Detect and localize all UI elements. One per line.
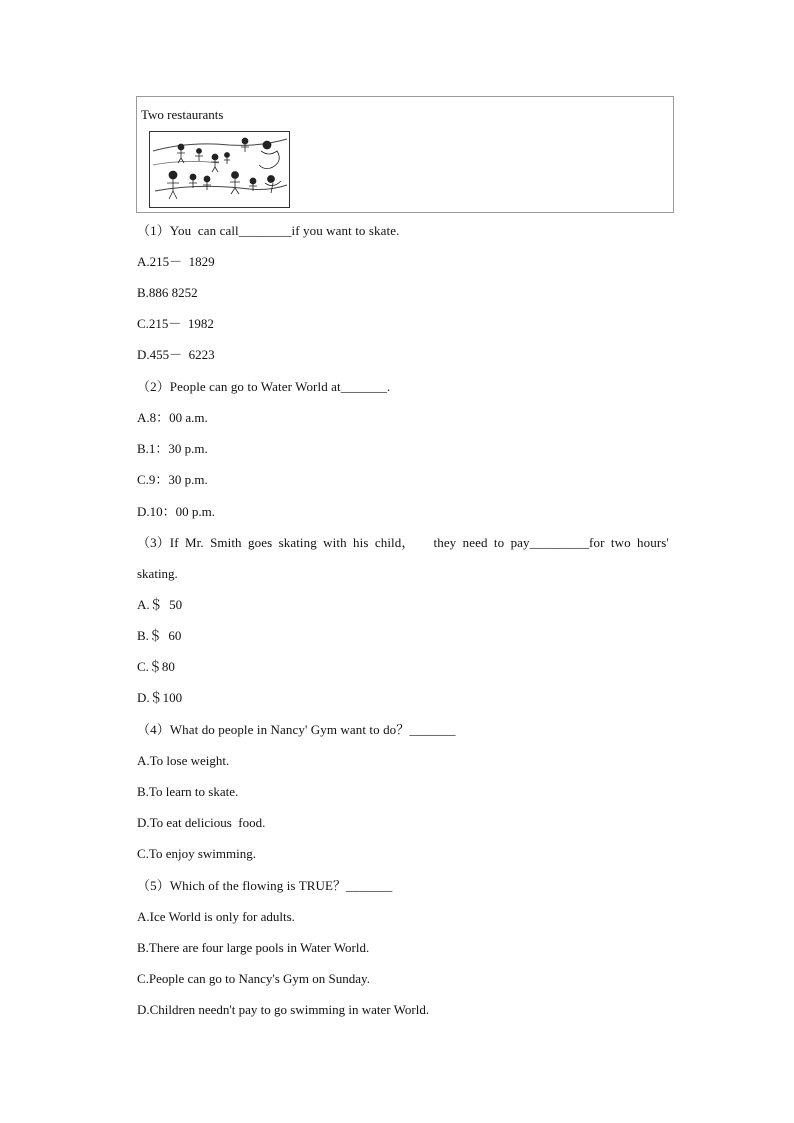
- question-5-option-b: B.There are four large pools in Water World.: [137, 940, 370, 955]
- question-3-stem: （3）If Mr. Smith goes skating with his child， they need to pay_________for two hours': [137, 535, 669, 550]
- question-2-option-d: D.10：00 p.m.: [137, 504, 216, 519]
- question-3-stem-continued: skating.: [137, 566, 178, 581]
- question-4-option-c: C.To enjoy swimming.: [137, 846, 256, 861]
- question-2-option-c: C.9：30 p.m.: [137, 472, 208, 487]
- question-5-option-c: C.People can go to Nancy's Gym on Sunday.: [137, 971, 370, 986]
- question-1-option-a: A.215－ 1829: [137, 254, 215, 269]
- passage-title: Two restaurants: [141, 107, 224, 122]
- passage-box: [136, 96, 674, 213]
- question-2-option-a: A.8：00 a.m.: [137, 410, 208, 425]
- question-1-stem: （1）You can call________if you want to skate.: [137, 223, 400, 238]
- question-4-option-a: A.To lose weight.: [137, 753, 230, 768]
- question-3-option-d: D.＄100: [137, 690, 183, 705]
- question-1-option-d: D.455－ 6223: [137, 347, 215, 362]
- question-3-option-a: A.＄ 50: [137, 597, 183, 612]
- question-2-option-b: B.1：30 p.m.: [137, 441, 208, 456]
- question-5-stem: （5）Which of the flowing is TRUE？_______: [137, 878, 393, 893]
- question-4-option-b: B.To learn to skate.: [137, 784, 239, 799]
- question-4-stem: （4）What do people in Nancy' Gym want to do？_______: [137, 722, 456, 737]
- question-2-stem: （2）People can go to Water World at_______.: [137, 379, 391, 394]
- question-4-option-d: D.To eat delicious food.: [137, 815, 266, 830]
- skating-illustration: [149, 131, 290, 208]
- question-3-option-c: C.＄80: [137, 659, 175, 674]
- question-5-option-d: D.Children needn't pay to go swimming in water World.: [137, 1002, 430, 1017]
- question-5-option-a: A.Ice World is only for adults.: [137, 909, 295, 924]
- question-3-option-b: B.＄ 60: [137, 628, 182, 643]
- question-1-option-c: C.215－ 1982: [137, 316, 214, 331]
- question-1-option-b: B.886 8252: [137, 285, 198, 300]
